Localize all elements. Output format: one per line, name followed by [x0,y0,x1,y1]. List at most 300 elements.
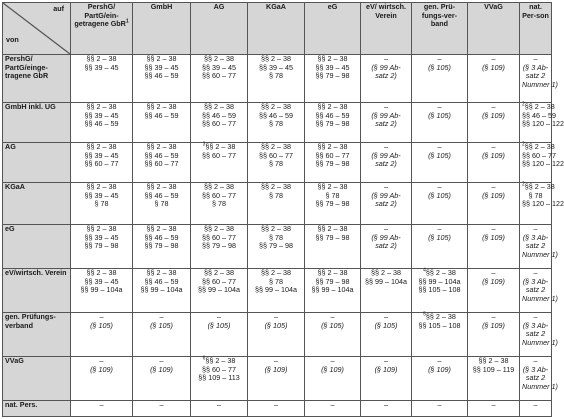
column-header-label: gen. Prü-fungs-ver-band [421,2,458,29]
table-row [3,183,552,225]
table-row [3,401,552,417]
cell-text: – [99,356,104,365]
cell-text: §§ 2 – 38 [146,268,177,277]
column-header [361,3,412,55]
cell-text: §§ 79 – 98 [315,71,350,81]
cell-line [470,234,517,243]
cell-line [135,160,188,169]
cell-text: §§ 2 – 38 [86,54,117,63]
table-cell [191,313,248,357]
cell-line [73,200,130,209]
table-cell [305,269,361,313]
cell-text: §§ 99 – 104a [311,285,354,295]
cell-text: (§ 105) [150,320,173,330]
column-header [468,3,520,55]
cell-text: Nummer 1) [522,381,558,391]
cell-line [522,79,558,90]
cell-line [193,322,245,331]
matrix-body [3,54,564,417]
cell-text: – [437,102,442,111]
cell-text: §§ 2 – 38 [146,224,177,233]
cell-line [470,192,517,201]
cell-text: §§ 2 – 38 [204,102,234,111]
cell-text: – [99,400,104,409]
cell-text: (§ 105) [264,320,288,330]
table-row [3,103,552,143]
cell-text: satz 2 [525,71,546,81]
cell-line [470,112,517,121]
cell-line [470,401,517,410]
cell-line [73,366,130,375]
cell-text: §§ 2 – 38 [261,268,291,277]
cell-text: – [274,356,278,365]
cell-text: §§ 46 – 59 [202,110,236,120]
cell-text: §§ 2 – 38 [86,102,117,111]
cell-line [193,152,245,161]
cell-line [307,401,358,410]
cell-text: §§ 105 – 108 [418,320,461,330]
footnote-marker: 2 [522,101,525,108]
cell-text: – [159,356,164,365]
cell-line [470,366,517,375]
cell-text: §§ 2 – 38 [524,182,555,191]
cell-text: §§ 109 – 113 [198,373,240,383]
cell-line [73,64,130,73]
cell-text: §§ 2 – 38 [425,312,456,321]
table-cell [468,269,520,313]
table-row [3,225,552,269]
cell-line [193,200,245,209]
cell-line [363,242,409,251]
cell-text: §§ 60 – 77 [259,150,293,160]
cell-line [193,242,245,251]
cell-line [414,366,465,375]
table-cell [520,54,558,103]
cell-text: §§ 46 – 59 [522,110,556,120]
cell-text: satz 2 [525,329,546,339]
cell-text: §§ 2 – 38 [86,224,117,233]
cell-text: – [491,268,496,277]
cell-text: §§ 99 – 104a [80,285,123,295]
column-header-label: KGaA [266,2,286,11]
cell-text: (§ 105) [428,190,451,200]
cell-line [73,322,130,331]
cell-text: – [533,356,538,365]
cell-text: §§ 105 – 108 [418,285,461,295]
cell-text: (§ 3 Ab- [522,62,549,72]
table-cell [305,225,361,269]
table-cell [133,225,191,269]
cell-line [363,401,409,410]
cell-line [414,234,465,243]
table-cell [468,401,520,417]
cell-text: satz 2 [525,373,546,383]
cell-text: §§ 79 – 98 [84,241,119,251]
cell-text: (§ 109) [374,364,398,374]
cell-text: §§ 79 – 98 [315,199,350,209]
row-header: eV/wirtsch. Verein [3,269,71,313]
cell-text: (§ 105) [428,62,451,72]
cell-text: (§ 109) [482,190,505,200]
cell-line [470,152,517,161]
cell-line [135,366,188,375]
column-header [71,3,133,55]
table-cell [71,313,133,357]
cell-line [414,64,465,73]
cell-line [522,249,558,260]
cell-text: (§ 109) [482,110,505,120]
cell-text: §§ 79 – 98 [315,276,350,286]
cell-text: Nummer 1) [522,249,558,259]
table-cell [71,401,133,417]
cell-line [307,72,358,81]
cell-text: § 78 [269,276,283,286]
table-cell [412,401,468,417]
cell-line [73,242,130,251]
cell-text: satz 2) [375,241,397,251]
column-header-label: eG [327,2,338,11]
cell-line [363,160,409,169]
cell-text: §§ 39 – 45 [315,62,350,72]
cell-text: §§ 2 – 38 [146,182,177,191]
cell-text: – [330,400,335,409]
table-cell [191,225,248,269]
cell-text: §§ 79 – 98 [315,119,350,129]
cell-text: (§ 109) [150,364,173,374]
corner-cell [3,3,71,55]
table-cell [412,225,468,269]
cell-text: satz 2) [375,71,397,81]
cell-line [307,286,358,295]
cell-line [307,120,358,129]
cell-text: §§ 2 – 38 [205,356,236,365]
cell-line [363,72,409,81]
cell-text: (§ 99 Ab- [371,110,401,120]
cell-line [250,286,302,295]
cell-line [307,234,358,243]
table-cell [468,225,520,269]
table-cell [191,103,248,143]
table-row [3,269,552,313]
table-cell [71,183,133,225]
table-cell [133,143,191,183]
cell-text: – [437,356,442,365]
table-cell [520,181,564,225]
table-cell [248,269,305,313]
cell-line [193,120,245,129]
table-cell [305,183,361,225]
cell-line [250,120,302,129]
corner-label-from: von [6,35,19,45]
table-cell [248,55,305,103]
table-cell [520,356,558,401]
column-header [133,3,191,55]
table-cell [520,141,564,183]
cell-text: Nummer 1) [522,79,558,89]
table-cell [133,103,191,143]
cell-text: §§ 79 – 98 [259,241,293,251]
cell-text: §§ 2 – 38 [86,142,117,151]
cell-line [135,242,188,251]
cell-text: (§ 3 Ab- [522,232,549,242]
footnote-marker: 1 [125,18,129,25]
cell-text: §§ 99 – 104a [198,285,240,295]
cell-text: § 78 [528,190,543,200]
cell-text: satz 2 [525,285,546,295]
conversion-matrix-container [2,2,564,416]
cell-text: §§ 46 – 59 [84,119,119,129]
table-cell [305,143,361,183]
cell-line [363,366,409,375]
cell-line [470,64,517,73]
cell-text: (§ 105) [90,320,113,330]
cell-text: (§ 109) [90,364,113,374]
cell-text: – [491,224,496,233]
cell-text: – [437,182,442,191]
table-cell [248,225,305,269]
cell-text: (§ 109) [482,276,505,286]
footnote-marker: 5 [423,311,426,318]
cell-text: §§ 60 – 77 [202,71,236,81]
cell-text: §§ 99 – 104a [365,276,407,286]
column-header [305,3,361,55]
cell-text: – [384,54,388,63]
table-cell [191,55,248,103]
cell-text: – [437,54,442,63]
cell-text: – [384,142,388,151]
cell-line [135,200,188,209]
table-cell [361,103,412,143]
cell-text: §§ 46 – 59 [144,190,179,200]
cell-text: §§ 39 – 45 [84,62,119,72]
cell-line [522,159,564,169]
table-cell [520,312,558,357]
cell-line [470,278,517,287]
cell-line [135,322,188,331]
table-cell [191,143,248,183]
table-cell [468,103,520,143]
cell-line [522,401,549,410]
cell-line [414,192,465,201]
column-header [191,3,248,55]
cell-line [414,286,465,295]
cell-text: – [437,224,442,233]
table-cell [412,103,468,143]
table-cell [71,143,133,183]
cell-text: §§ 39 – 45 [84,232,119,242]
cell-text: § 78 [325,190,340,200]
cell-text: §§ 39 – 45 [259,62,293,72]
table-cell [468,55,520,103]
cell-line [307,322,358,331]
cell-text: – [330,356,335,365]
column-header-label: AG [213,2,225,11]
cell-text: (§ 105) [374,320,398,330]
column-header [248,3,305,55]
cell-text: § 78 [154,199,169,209]
cell-text: §§ 39 – 45 [84,110,119,120]
table-cell [361,269,412,313]
cell-text: (§ 105) [321,320,344,330]
cell-text: – [437,400,442,409]
table-cell [133,55,191,103]
table-cell [361,183,412,225]
cell-text: – [384,312,388,321]
header-row [3,3,552,55]
row-header: PershG/ PartG/einge-tragene GbR [3,55,71,103]
cell-text: §§ 46 – 59 [144,150,179,160]
table-cell [191,269,248,313]
cell-text: – [384,400,388,409]
cell-text: – [217,400,221,409]
cell-text: – [533,400,538,409]
cell-text: – [384,356,388,365]
table-cell [248,313,305,357]
cell-text: §§ 2 – 38 [524,142,555,151]
cell-line [470,322,517,331]
cell-line [414,401,465,410]
cell-text: §§ 2 – 38 [317,268,348,277]
cell-text: – [274,312,278,321]
cell-text: Nummer 1) [522,293,558,303]
table-cell [248,103,305,143]
footnote-marker: 4 [423,267,426,274]
cell-line [73,286,130,295]
table-cell [412,357,468,401]
cell-text: §§ 2 – 38 [261,54,291,63]
cell-text: §§ 60 – 77 [315,150,350,160]
cell-text: §§ 46 – 59 [144,276,179,286]
cell-text: (§ 105) [428,150,451,160]
cell-text: (§ 109) [428,364,451,374]
cell-line [307,160,358,169]
cell-text: §§ 99 – 104a [418,276,461,286]
cell-text: §§ 2 – 38 [261,142,291,151]
cell-line [73,401,130,410]
cell-text: – [491,182,496,191]
cell-line [250,192,302,201]
cell-text: (§ 109) [264,364,288,374]
cell-text: §§ 60 – 77 [84,159,119,169]
cell-text: – [384,224,388,233]
cell-text: §§ 99 – 104a [140,285,183,295]
table-cell [133,313,191,357]
cell-text: – [274,400,278,409]
table-cell [71,225,133,269]
cell-line [193,72,245,81]
table-cell [71,55,133,103]
table-cell [71,103,133,143]
row-header: nat. Pers. [3,401,71,417]
table-cell [361,313,412,357]
cell-line [250,242,302,251]
cell-text: § 78 [94,199,109,209]
table-cell [133,357,191,401]
cell-text: §§ 46 – 59 [259,110,293,120]
table-cell [248,357,305,401]
table-cell [412,143,468,183]
cell-text: §§ 2 – 38 [146,142,177,151]
cell-line [73,160,130,169]
cell-text: – [491,142,496,151]
cell-text: §§ 60 – 77 [202,364,236,374]
cell-text: – [533,312,538,321]
cell-text: §§ 2 – 38 [317,142,348,151]
table-cell [248,401,305,417]
cell-text: satz 2) [375,119,397,129]
cell-text: (§ 99 Ab- [371,190,401,200]
cell-text: – [533,54,538,63]
cell-text: §§ 60 – 77 [202,190,236,200]
cell-text: §§ 2 – 38 [204,182,234,191]
cell-text: §§ 60 – 77 [202,232,236,242]
cell-line [250,366,302,375]
cell-text: – [491,312,496,321]
cell-text: (§ 109) [482,232,505,242]
table-cell [520,224,558,269]
table-cell [71,357,133,401]
table-cell [305,401,361,417]
cell-text: satz 2 [525,241,546,251]
footnote-marker: 2 [522,181,525,188]
cell-text: (§ 109) [321,364,344,374]
column-header [412,3,468,55]
table-cell [133,269,191,313]
table-row [3,313,552,357]
cell-text: § 78 [269,232,283,242]
cell-text: §§ 46 – 59 [144,110,179,120]
footnote-marker: 3 [202,141,206,148]
table-cell [305,313,361,357]
cell-text: §§ 2 – 38 [524,102,555,111]
cell-text: §§ 46 – 59 [315,110,350,120]
cell-text: (§ 99 Ab- [371,232,401,242]
cell-text: §§ 60 – 77 [202,150,236,160]
cell-text: (§ 105) [207,320,231,330]
cell-line [414,152,465,161]
cell-text: §§ 60 – 77 [202,276,236,286]
cell-text: (§ 3 Ab- [522,364,549,374]
cell-text: – [99,312,104,321]
cell-text: §§ 79 – 98 [315,232,350,242]
table-cell [361,357,412,401]
cell-text: – [491,400,496,409]
cell-line [363,278,409,287]
cell-text: (§ 99 Ab- [371,62,401,72]
cell-text: §§ 79 – 98 [202,241,236,251]
cell-line [414,112,465,121]
footnote-marker: 2 [522,141,525,148]
cell-text: §§ 2 – 38 [425,268,456,277]
cell-text: – [159,400,164,409]
cell-text: (§ 109) [482,62,505,72]
cell-text: §§ 79 – 98 [315,159,350,169]
cell-text: §§ 2 – 38 [261,182,291,191]
cell-text: satz 2) [375,199,397,209]
cell-text: (§ 109) [482,320,505,330]
cell-line [363,120,409,129]
cell-line [135,112,188,121]
cell-line [363,322,409,331]
cell-text: (§ 105) [428,232,451,242]
cell-text: §§ 2 – 38 [317,102,348,111]
table-cell [468,143,520,183]
cell-text: – [159,312,164,321]
row-header: VVaG [3,357,71,401]
footnote-marker: 6 [202,355,206,362]
table-cell [361,225,412,269]
column-header-label: PershG/ PartG/ein-getragene GbR [74,2,126,29]
